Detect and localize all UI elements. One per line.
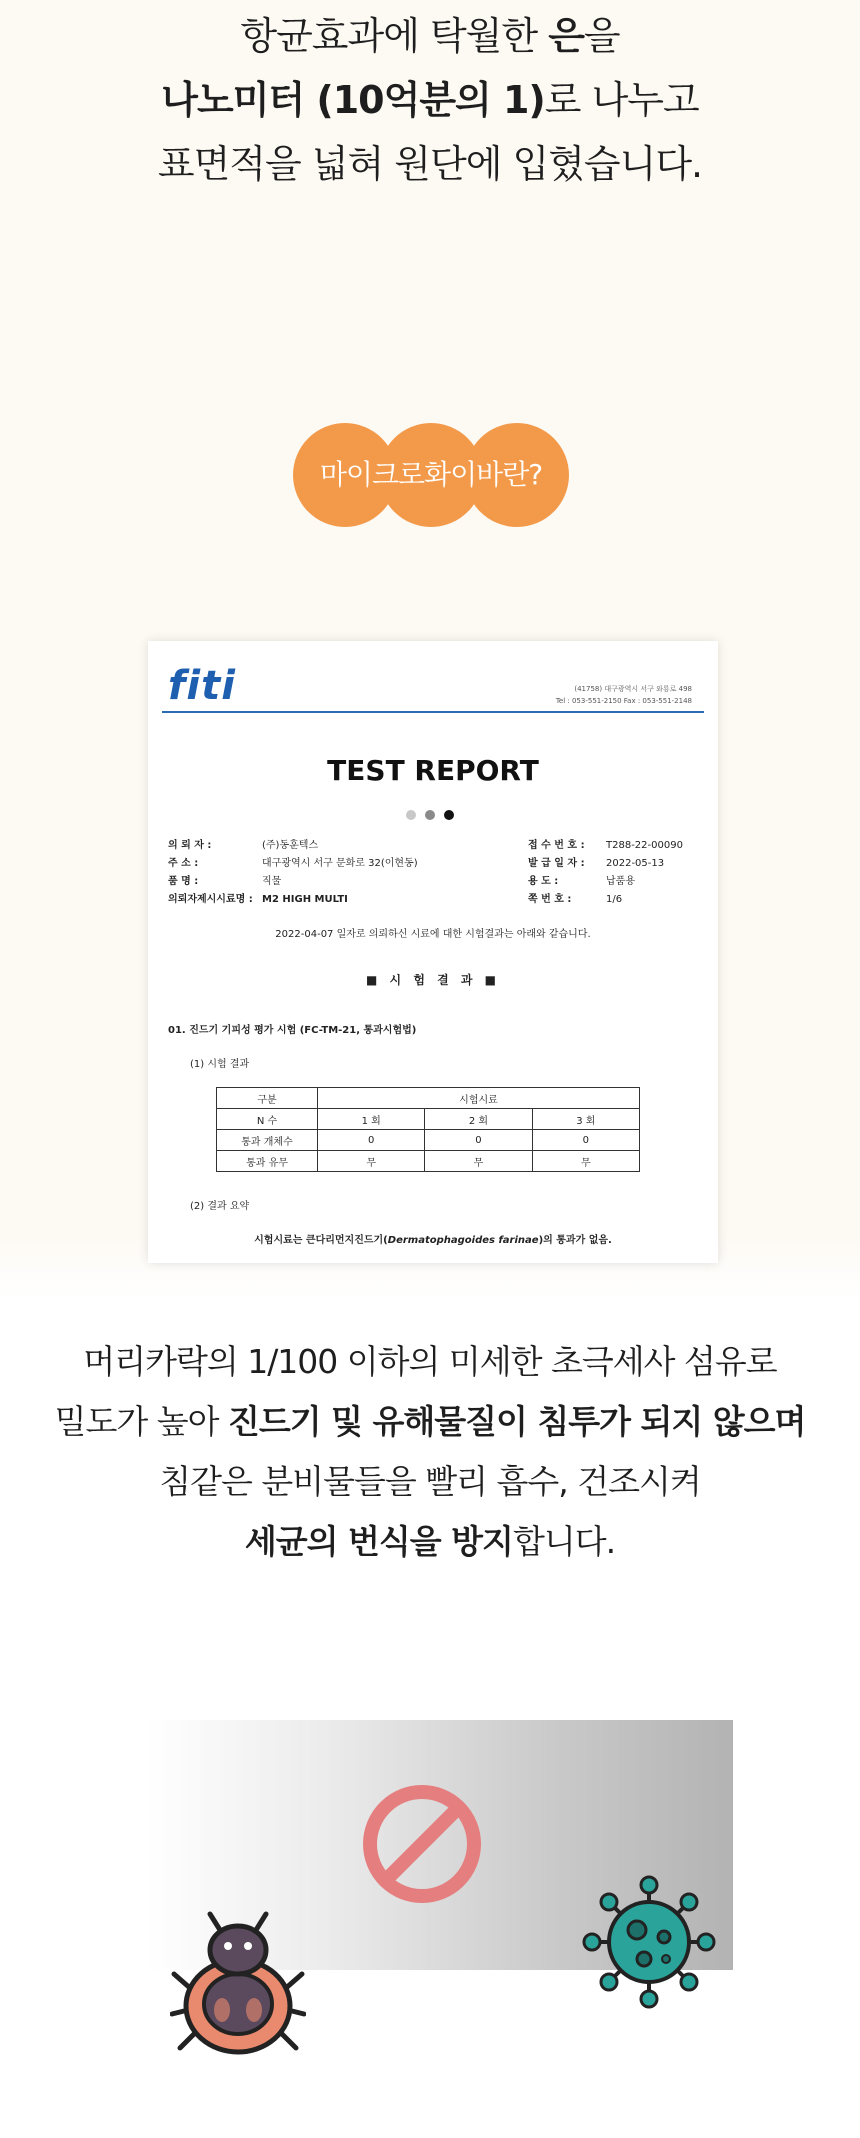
table-row — [217, 1130, 640, 1151]
table-cell: 무 — [425, 1151, 532, 1172]
table-cell: 0 — [532, 1130, 639, 1151]
table-cell: 무 — [318, 1151, 425, 1172]
intro-line-1: 항균효과에 탁월한 은을 — [240, 14, 620, 58]
meta-row: 발 급 일 자 : 2022-05-13 — [528, 858, 665, 869]
table-cell: 구분 — [217, 1088, 318, 1109]
report-meta-right — [528, 837, 683, 909]
intro-text — [0, 0, 860, 196]
fiti-logo: fiti — [168, 663, 236, 709]
meta-row: 용 도 : 납품용 — [528, 876, 635, 887]
table-cell: 3 회 — [532, 1109, 639, 1130]
table-row — [217, 1109, 640, 1130]
table-row — [217, 1151, 640, 1172]
desc-line-4: 세균의 번식을 방지합니다. — [244, 1522, 616, 1561]
table-row — [217, 1088, 640, 1109]
microfiber-badge — [293, 423, 569, 527]
desc-line-1: 머리카락의 1/100 이하의 미세한 초극세사 섬유로 — [83, 1342, 777, 1381]
test-title: 01. 진드기 기피성 평가 시험 (FC-TM-21, 통과시험법) — [168, 1025, 417, 1036]
table-cell: N 수 — [217, 1109, 318, 1130]
meta-row: 접 수 번 호 : T288-22-00090 — [528, 840, 683, 851]
report-meta-left — [168, 837, 418, 909]
prohibition-icon — [360, 1782, 484, 1906]
meta-row: 품 명 : 직물 — [168, 876, 282, 887]
result-heading: (1) 시험 결과 — [190, 1059, 250, 1070]
report-dots — [406, 805, 463, 824]
summary-heading: (2) 결과 요약 — [190, 1201, 250, 1212]
table-cell: 0 — [425, 1130, 532, 1151]
intro-line-2: 나노미터 (10억분의 1)로 나누고 — [161, 78, 699, 122]
test-report-document — [148, 641, 718, 1263]
meta-row: 쪽 번 호 : 1/6 — [528, 894, 623, 905]
dot-mid — [425, 810, 435, 820]
section-title: ■ 시 험 결 과 ■ — [366, 973, 500, 987]
summary-text: 시험시료는 큰다리먼지진드기(Dermatophagoides farinae)의 통과가 없음. — [254, 1235, 612, 1246]
header-divider — [162, 711, 704, 713]
meta-row: 주 소 : 대구광역시 서구 문화로 32(이현동) — [168, 858, 418, 869]
table-cell: 1 회 — [318, 1109, 425, 1130]
table-cell: 0 — [318, 1130, 425, 1151]
report-intro-line: 2022-04-07 일자로 의뢰하신 시료에 대한 시험결과는 아래와 같습니다. — [275, 929, 591, 940]
table-cell: 통과 개체수 — [217, 1130, 318, 1151]
dot-dark — [444, 810, 454, 820]
table-cell: 2 회 — [425, 1109, 532, 1130]
intro-line-3: 표면적을 넓혀 원단에 입혔습니다. — [157, 142, 703, 186]
badge-label: 마이크로화이바란? — [319, 458, 543, 491]
meta-row: 의뢰자제시시료명 : M2 HIGH MULTI — [168, 894, 348, 905]
desc-line-3: 침같은 분비물들을 빨리 흡수, 건조시켜 — [159, 1462, 701, 1501]
dust-mite-icon — [170, 1910, 306, 2060]
dot-light — [406, 810, 416, 820]
meta-row: 의 뢰 자 : (주)동훈텍스 — [168, 840, 319, 851]
table-cell: 무 — [532, 1151, 639, 1172]
germ-icon — [582, 1875, 716, 2009]
desc-line-2: 밀도가 높아 진드기 및 유해물질이 침투가 되지 않으며 — [54, 1402, 806, 1441]
table-cell: 시험시료 — [318, 1088, 640, 1109]
result-table — [216, 1087, 640, 1172]
report-title: TEST REPORT — [327, 754, 539, 787]
description-text — [0, 1332, 860, 1572]
report-address: (41758) 대구광역시 서구 와룡로 498 Tel : 053-551-2150 Fax : 053-551-2148 — [555, 685, 692, 705]
table-cell: 통과 유무 — [217, 1151, 318, 1172]
